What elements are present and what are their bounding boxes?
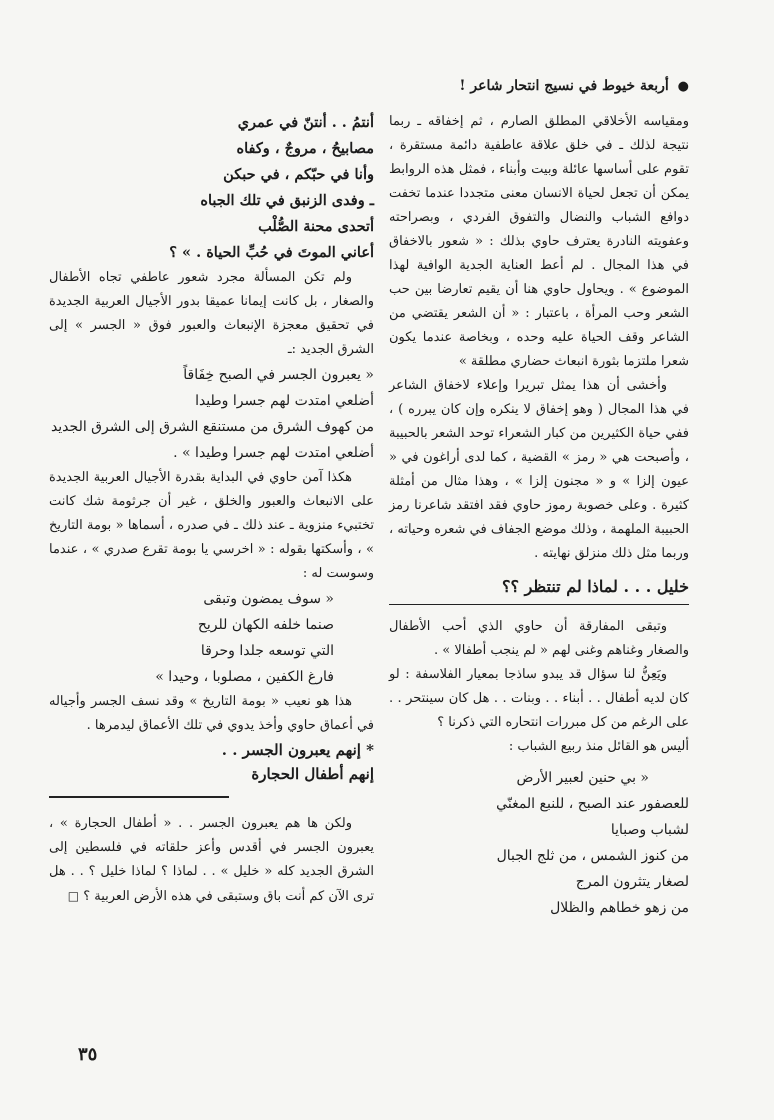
left-column [49, 110, 374, 909]
verse-line: أتحدى محنة الصُّلْب [258, 218, 374, 235]
end-mark-icon: □ [67, 889, 80, 903]
poem-excerpt [49, 362, 374, 466]
verse-line: للعصفور عند الصبح ، للنبع المغنّي [496, 796, 689, 812]
bullet-icon: ● [677, 79, 689, 94]
running-head-title: أربعة خيوط في نسيج انتحار شاعر ! [459, 78, 669, 94]
page-number: ٣٥ [78, 1044, 98, 1065]
section-title: خليل . . . لماذا لم تنتظر ؟؟ [389, 572, 689, 605]
highlight-heading: إنهم أطفال الحجارة [251, 765, 374, 783]
paragraph: وأخشى أن هذا يمثل تبريرا وإعلاء لاخفاق الشاعر في هذا المجال ( وهو إخفاق لا ينكره وإن كان يبرره ) ، ففي حياة الكثيرين من كبار الشعراء توحد الشعر بالحبيبة ، وأصبحت هي « رمز » القضية ، كما لدى أراغون في « عيون إلزا » و « مجنون إلزا » ، وهذا مثال من أمثلة كثيرة . وعلى خصوبة رموز حاوي فقد افتقد شاعرنا رمز الحبيبة الملهمة ، وذلك موضع الجفاف في شعره وحياته ، وربما مثل ذلك منزلق نهايته . [389, 378, 689, 561]
poem-excerpt [389, 765, 689, 921]
highlight-heading: * إنهم يعبرون الجسر . . [221, 741, 374, 759]
verse-line: فارغ الكفين ، مصلوبا ، وحيدا » [155, 669, 334, 685]
verse-line: « سوف يمضون وتبقى [203, 591, 334, 607]
right-column [389, 110, 689, 921]
paragraph: هذا هو نعيب « بومة التاريخ » وقد نسف الجسر وأجياله في أعماق حاوي وأخذ يدوي في تلك الأعماق ليدمرها . [49, 694, 374, 733]
verse-line: ـ وفدى الزنبق في تلك الجباه [200, 192, 374, 209]
verse-line: من زهو خطاهم والظلال [550, 900, 689, 916]
paragraph: ومقياسه الأخلاقي المطلق الصارم ، ثم إخفاقه ـ ربما نتيجة لذلك ـ في خلق علاقة عاطفية دائمة مستقرة ، تقوم على أساسها عائلة وبيت وأبناء ، فمثل هذه الروابط يمكن أن تجعل لحياة الانسان معنى متجددا عندما تخفت دوافع الشباب والنضال والتفوق الفردي ، وبصراحته وعفويته النادرة يعترف حاوي بذلك : « شعور بالاخفاق في هذا المجال . لم أعط العناية الجدية الوافية لهذا الموضوع » . ويحاول حاوي هنا أن يقيم تعارضا بين حب الشعر وحب المرأة ، باعتبار : « أن الشعر يقتضي من الشاعر وقف الحياة عليه وحده ، وبخاصة عندما يكون شعرا ملتزما بثورة انبعاث حضاري مطلقة » [389, 114, 689, 369]
verse-line: التي توسعه جلدا وحرقا [200, 643, 334, 659]
verse-line: « يعبرون الجسر في الصبح خِفَاقاً [183, 367, 374, 383]
verse-line: أنتمُ . . أنتنّ في عمري [237, 114, 374, 131]
divider-rule [49, 796, 229, 798]
verse-line: وأنا في حبّكم ، في حبكن [223, 166, 374, 183]
running-head [369, 78, 689, 94]
verse-line: أضلعي امتدت لهم جسرا وطيدا » . [173, 445, 374, 461]
verse-line: أعاني الموتَ في حُبِّ الحياة . » ؟ [169, 244, 374, 261]
paragraph: هكذا آمن حاوي في البداية بقدرة الأجيال العربية الجديدة على الانبعاث والعبور والخلق ، غير أن جرثومة شك كانت تختبيء منزوية ـ عند ذلك ـ في صدره ، أسماها « بومة التاريخ » ، وأسكتها بقوله : « اخرسي يا بومة تقرع صدري » ، عندما وسوست له : [49, 470, 374, 581]
verse-line: صنما خلفه الكهان للريح [197, 617, 334, 633]
paragraph: ولم تكن المسألة مجرد شعور عاطفي تجاه الأطفال والصغار ، بل كانت إيمانا عميقا بدور الأجيال العربية الجديدة في تحقيق معجزة الإنبعاث والعبور فوق « الجسر » إلى الشرق الجديد :ـ [49, 270, 374, 357]
poem-excerpt [49, 586, 374, 690]
verse-line: لشباب وصبايا [610, 822, 689, 838]
verse-line: من كهوف الشرق من مستنقع الشرق إلى الشرق الجديد [50, 419, 374, 435]
verse-line: أضلعي امتدت لهم جسرا وطيدا [195, 393, 374, 409]
verse-line: من كنوز الشمس ، من ثلج الجبال [496, 848, 689, 864]
paragraph: وتبقى المفارقة أن حاوي الذي أحب الأطفال والصغار وغناهم وغنى لهم « لم ينجب أطفالا » . [389, 619, 689, 658]
verse-line: لصغار يتثرون المرج [575, 874, 689, 890]
verse-line: مصابيحُ ، مروجٌ ، وكفاه [236, 140, 374, 157]
paragraph [49, 812, 374, 909]
paragraph-text: ولكن ها هم يعبرون الجسر . . « أطفال الحجارة » ، يعبرون الجسر في أقدس وأعز حلقاته في فلسطين إلى الشرق الجديد كله « خليل » . . لماذا ؟ لماذا خليل ؟ . . هل ترى الآن كم أنت باق وستبقى في هذه الأرض العربية ؟ [49, 816, 374, 904]
paragraph: ويَعِنُّ لنا سؤال قد يبدو ساذجا بمعيار الفلاسفة : لو كان لديه أطفال . . أبناء . . وبنات . . هل كان سينتحر . . على الرغم من كل مبررات انتحاره التي ذكرنا ؟ [389, 667, 689, 730]
poem-excerpt [49, 110, 374, 266]
verse-line: « بي حنين لعبير الأرض [516, 770, 649, 786]
paragraph: أليس هو القائل منذ ربيع الشباب : [508, 739, 689, 754]
